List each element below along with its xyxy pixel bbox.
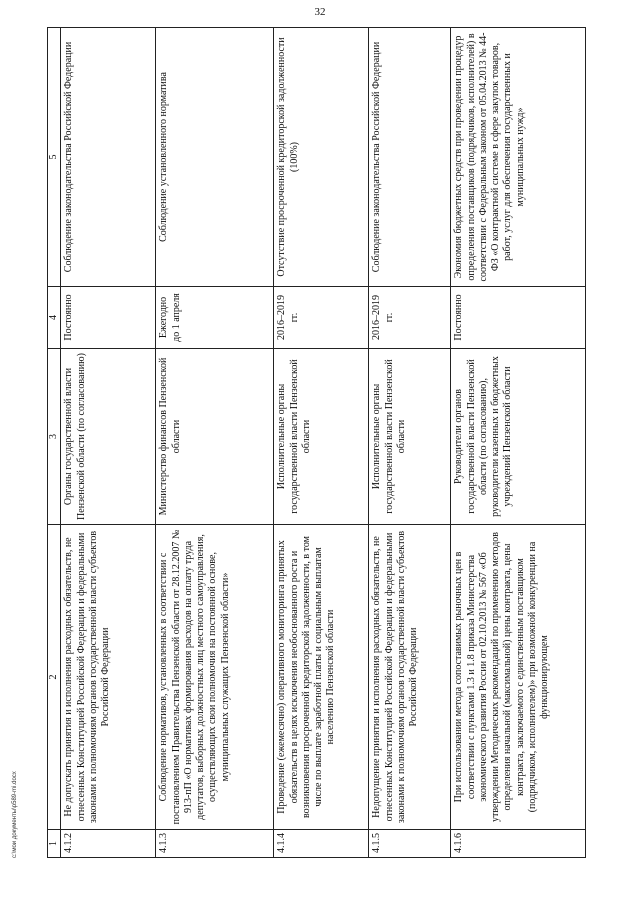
header-cell: 1 — [48, 830, 61, 858]
measure-cell: Недопущение принятия и исполнения расходных обязательств, не отнесенных Конституцией Российской Федерации и федеральными законами к полномочиям органов государственной власти субъектов Российской Федерации — [369, 525, 451, 830]
term-cell: Ежегодно до 1 апреля — [156, 287, 274, 349]
measure-cell: Проведение (ежемесячно) оперативного мониторинга принятых обязательств в целях исключения необоснованного роста и возникновения просроченной кредиторской задолженности, в том числе по выплате заработной платы и социальным выплатам населению Пензенской области — [274, 525, 369, 830]
result-cell: Соблюдение законодательства Российской Федерации — [61, 28, 156, 287]
measure-cell: Не допускать принятия и исполнения расходных обязательств, не отнесенных Конституцией Российской Федерации и федеральными законами к полномочиям органов государственной власти субъектов Российской Федерации — [61, 525, 156, 830]
measures-table — [47, 27, 586, 858]
result-cell: Отсутствие просроченной кредиторской задолженности (100%) — [274, 28, 369, 287]
table-row — [156, 28, 274, 858]
row-number: 4.1.6 — [451, 830, 586, 858]
table-row — [274, 28, 369, 858]
row-number: 4.1.3 — [156, 830, 274, 858]
header-cell: 3 — [48, 349, 61, 525]
table-row — [369, 28, 451, 858]
table-row — [61, 28, 156, 858]
header-row — [48, 28, 61, 858]
rotated-table-wrapper — [47, 28, 591, 858]
measure-cell: При использовании метода сопоставимых рыночных цен в соответствии с пунктами 1.3 и 1.8 приказа Министерства экономического развития России от 02.10.2013 № 567 «Об утверждении Методических рекомендаций по применению методов определения начальной (максимальной) цены контракта, цены контракта, заключаемого с единственным поставщиком (подрядчиком, исполнителем)» при возможной конкуренции на функционирующем — [451, 525, 586, 830]
executor-cell: Исполнительные органы государственной власти Пензенской области — [369, 349, 451, 525]
result-cell: Соблюдение законодательства Российской Федерации — [369, 28, 451, 287]
executor-cell: Органы государственной власти Пензенской области (по согласованию) — [61, 349, 156, 525]
row-number: 4.1.2 — [61, 830, 156, 858]
term-cell: 2016–2019 гг. — [274, 287, 369, 349]
result-cell: Соблюдение установленного норматива — [156, 28, 274, 287]
executor-cell: Исполнительные органы государственной власти Пензенской области — [274, 349, 369, 525]
header-cell: 5 — [48, 28, 61, 287]
row-number: 4.1.5 — [369, 830, 451, 858]
term-cell: Постоянно — [451, 287, 586, 349]
header-cell: 4 — [48, 287, 61, 349]
term-cell: Постоянно — [61, 287, 156, 349]
measure-cell: Соблюдение нормативов, установленных в соответствии с постановлением Правительства Пензенской области от 28.12.2007 № 913-пП «О нормативах формирования расходов на оплату труда депутатов, выборных должностных лиц местного самоуправления, осуществляющих свои полномочия на постоянной основе, муниципальных служащих Пензенской области» — [156, 525, 274, 830]
result-cell: Экономия бюджетных средств при проведении процедур определения поставщиков (подрядчиков, исполнителей) в соответствии с Федеральным законом от 05.04.2013 № 44-ФЗ «О контрактной системе в сфере закупок товаров, работ, услуг для обеспечения государственных и муниципальных нужд» — [451, 28, 586, 287]
file-path-footer: c:\мои документы\p589-mi.docx — [12, 771, 18, 858]
executor-cell: Руководители органов государственной власти Пензенской области (по согласованию), руководители казенных и бюджетных учреждений Пензенской области — [451, 349, 586, 525]
row-number: 4.1.4 — [274, 830, 369, 858]
executor-cell: Министерство финансов Пензенской области — [156, 349, 274, 525]
table-row — [451, 28, 586, 858]
page-number: 32 — [314, 6, 326, 18]
header-cell: 2 — [48, 525, 61, 830]
term-cell: 2016–2019 гг. — [369, 287, 451, 349]
